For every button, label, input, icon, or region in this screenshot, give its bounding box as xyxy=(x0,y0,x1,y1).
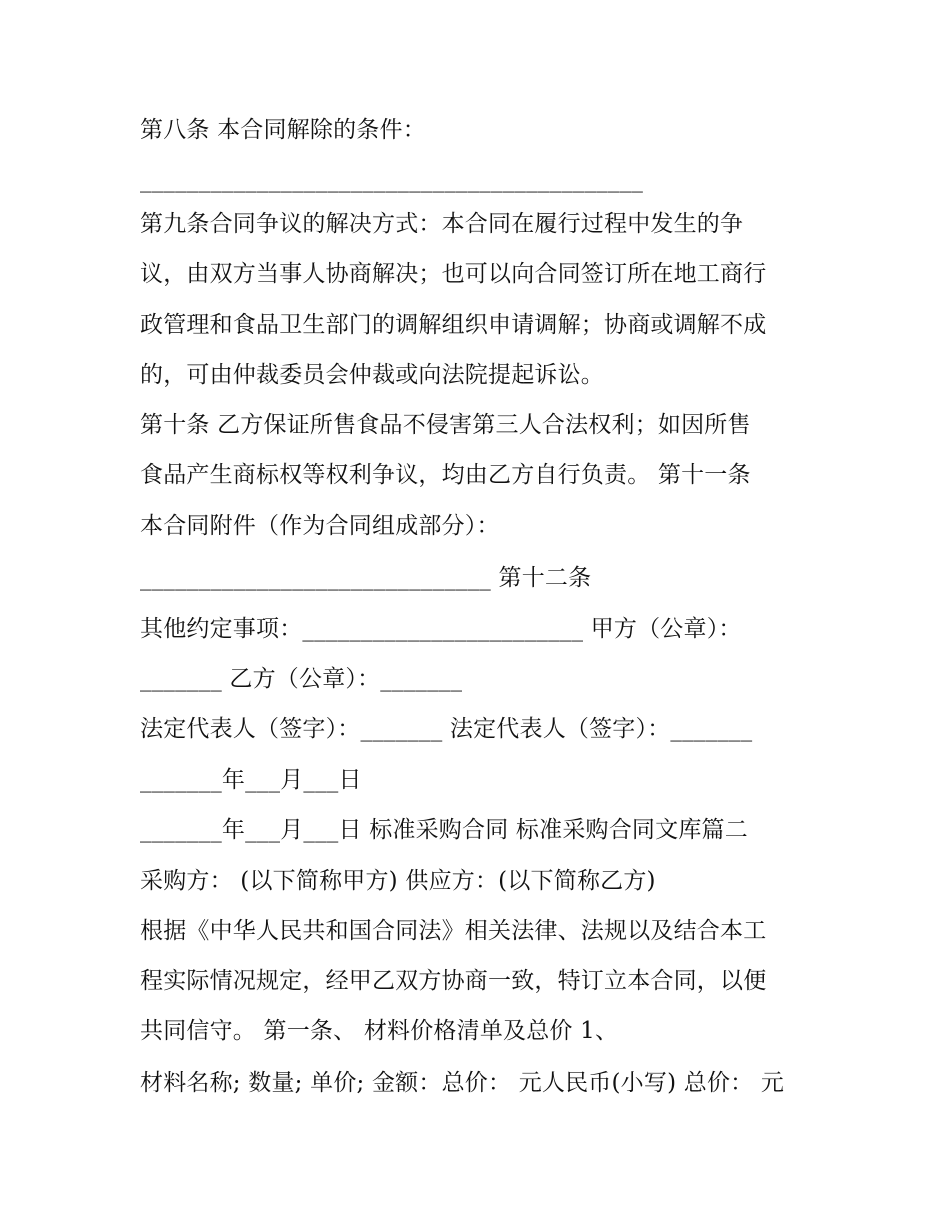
article-12-heading: ______________________________ 第十二条 xyxy=(140,565,592,591)
article-9-text: 第九条合同争议的解决方式：本合同在履行过程中发生的争 xyxy=(140,211,744,237)
materials-price-line: 材料名称; 数量; 单价; 金额：总价： 元人民币(小写) 总价： 元 xyxy=(140,1070,785,1096)
article-10-text: 第十条 乙方保证所售食品不侵害第三人合法权利；如因所售 xyxy=(140,412,751,438)
preamble-text: 根据《中华人民共和国合同法》相关法律、法规以及结合本工 xyxy=(140,918,767,944)
article-10-text: 食品产生商标权等权利争议，均由乙方自行负责。 第十一条 xyxy=(140,462,751,488)
article-11-text: 本合同附件（作为合同组成部分）： xyxy=(140,513,500,539)
parties-line: 采购方： (以下简称甲方) 供应方：(以下简称乙方) xyxy=(140,868,656,894)
article-9-text: 政管理和食品卫生部门的调解组织申请调解；协商或调解不成 xyxy=(140,312,767,338)
fill-in-blank-line: ___________________________________________ xyxy=(140,167,644,193)
article-9-text: 议，由双方当事人协商解决；也可以向合同签订所在地工商行 xyxy=(140,261,767,287)
party-seal-line: _______ 乙方（公章）：_______ xyxy=(140,666,463,692)
legal-representative-line: 法定代表人（签字）：_______ 法定代表人（签字）：_______ xyxy=(140,716,753,742)
preamble-text: 程实际情况规定，经甲乙双方协商一致，特订立本合同，以便 xyxy=(140,968,767,994)
date-line: _______年___月___日 xyxy=(140,767,362,793)
article-1-heading: 共同信守。 第一条、 材料价格清单及总价 1、 xyxy=(140,1018,619,1044)
other-matters-line: 其他约定事项：________________________ 甲方（公章）： xyxy=(140,616,742,642)
article-8-heading: 第八条 本合同解除的条件： xyxy=(140,117,426,143)
date-and-title-line: _______年___月___日 标准采购合同 标准采购合同文库篇二 xyxy=(140,817,748,843)
article-9-text: 的，可由仲裁委员会仲裁或向法院提起诉讼。 xyxy=(140,362,604,388)
